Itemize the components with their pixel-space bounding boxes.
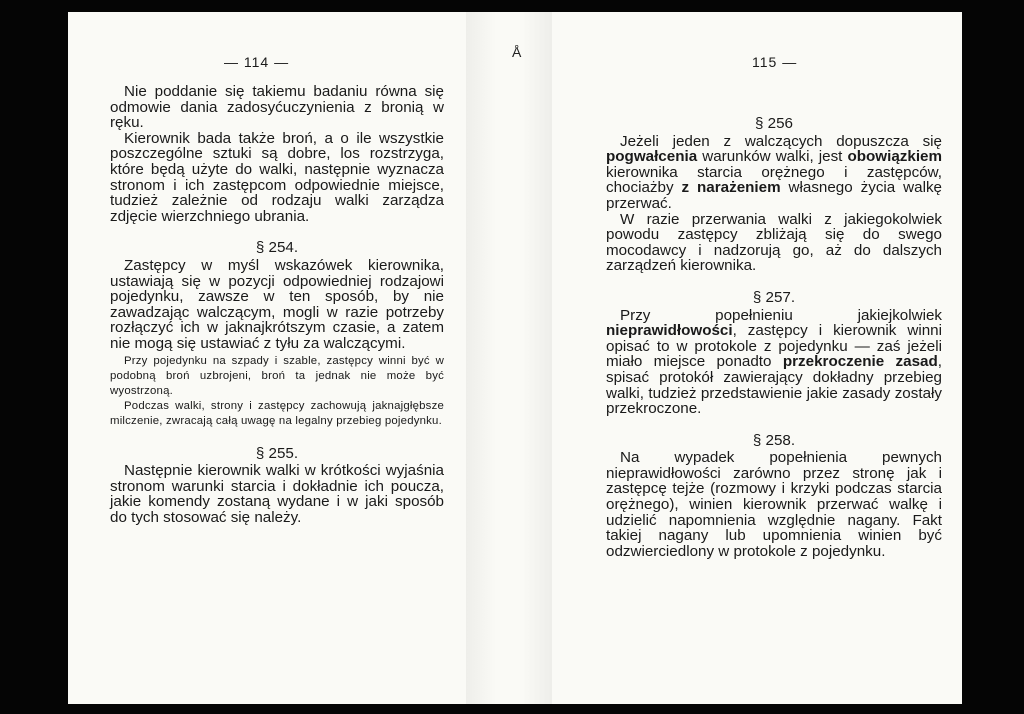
section-heading-258: § 258. [752,431,796,449]
bold-term: pogwałcenia [606,148,698,166]
small-note: Przy pojedynku na szpady i szable, zastępcy winni być w podobną broń uzbrojeni, broń ta jednak nie może być wyostrzoną. [110,354,444,397]
paragraph [606,134,942,212]
bold-term: obowiązkiem [847,148,942,166]
left-text-column [110,84,444,525]
text-run: Jeżeli jeden z walczących dopuszcza się [620,132,942,150]
text-run: Przy popełnieniu jakiejkolwiek [620,306,942,324]
right-page [552,12,962,704]
page-number-left: — 114 — [224,54,290,70]
left-page [68,12,466,704]
section-heading-254: § 254. [255,239,299,257]
book-gutter [466,12,552,704]
bold-term: nieprawidłowości [606,322,733,340]
section-heading-257: § 257. [752,288,796,306]
bold-term: z narażeniem [681,179,781,197]
page-number-right: 115 — [752,54,798,70]
text-run: własnego życia walkę przerwać. [606,179,942,212]
paragraph: Nie poddanie się takiemu badaniu równa się odmowie dania zadosyćuczynienia z bronią w ręku. [110,83,444,132]
paragraph: Następnie kierownik walki w krótkości wyjaśnia stronom warunki starcia i dokładnie ich poucza, jakie komendy zostaną wydane i w jaki sposób do tych stosować się należy. [110,462,444,526]
paragraph: Zastępcy w myśl wskazówek kierownika, ustawiają się w pozycji odpowiedniej rodzajowi pojedynku, zawsze w ten sposób, by nie zawadzając walczącym, mogli w razie potrzeby rozłączyć ich w jaknajkrótszym czasie, a zatem nie mogą się ustawiać z tyłu za walczącymi. [110,256,444,352]
text-run: kierownika starcia orężnego i zastępców, chociażby [606,163,942,197]
section-heading-256: § 256 [754,115,793,132]
right-text-column [606,116,942,559]
text-run: warunków walki, jest [697,148,848,166]
paragraph: Na wypadek popełnienia pewnych nieprawidłowości zarówno przez stronę jak i zastępcę tejże (rozmowy i krzyki podczas starcia orężnego), winien kierownik przerwać walkę i udzielić napomnienia względnie nagany. Fakt takiej nagany lub upomnienia winien być odzwierciedlony w protokole z pojedynku. [606,449,942,560]
text-run: , zastępcy i kierownik winni opisać to w protokole z pojedynku — zaś jeżeli miało miejsce ponadto [606,322,942,371]
text-run: , spisać protokół zawierający dokładny przebieg walki, tudzież przedstawienie jakie zasady zostały przekroczone. [606,353,942,418]
paragraph [606,308,942,417]
paragraph: Kierownik bada także broń, a o ile wszystkie poszczególne sztuki są dobre, los rozstrzyga, które będą użyte do walki, następnie wyznacza stronom i ich zastępcom odpowiednie miejsce, tudzież zależnie od rodzaju walki zarządza zdjęcie wierzchniego ubrania. [110,129,444,225]
small-note: Podczas walki, strony i zastępcy zachowują jaknajgłębsze milczenie, zwracają całą uwagę na legalny przebieg pojedynku. [110,400,444,428]
gutter-mark: Å [512,44,522,60]
paragraph: W razie przerwania walki z jakiegokolwiek powodu zastępcy zbliżają się do swego mocodawcy i nadzorują go, aż do dalszych zarządzeń kierownika. [606,210,942,275]
section-heading-255: § 255. [255,444,299,462]
bold-term: przekroczenie zasad [782,353,938,371]
